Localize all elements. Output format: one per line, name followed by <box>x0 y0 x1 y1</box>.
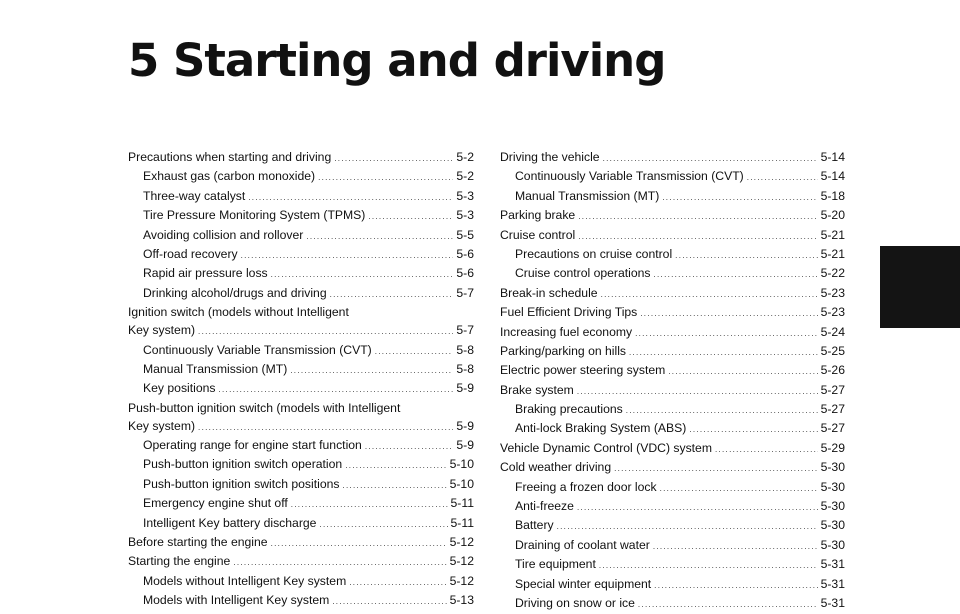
toc-entry-title: Drinking alcohol/drugs and driving <box>143 285 327 300</box>
toc-page-number: 5-21 <box>820 246 845 261</box>
toc-entry-title: Manual Transmission (MT) <box>143 361 288 376</box>
toc-dot-leader <box>635 324 817 343</box>
toc-page-number: 5-3 <box>456 188 474 203</box>
toc-dot-leader <box>557 517 818 536</box>
toc-page-number: 5-30 <box>820 537 845 552</box>
toc-page-number: 5-31 <box>820 576 845 591</box>
toc-entry-title: Models without Intelligent Key system <box>143 573 347 588</box>
toc-dot-leader <box>747 168 818 187</box>
toc-dot-leader <box>290 361 453 380</box>
toc-entry-title: Driving the vehicle <box>500 150 600 164</box>
toc-page-number: 5-27 <box>820 421 845 436</box>
toc-entry-title: Exhaust gas (carbon monoxide) <box>143 169 316 184</box>
toc-page-number: 5-10 <box>449 457 474 472</box>
toc-dot-leader <box>332 592 446 611</box>
toc-entry-title: Push-button ignition switch operation <box>143 457 343 472</box>
toc-entry-title: Operating range for engine start function <box>143 438 362 453</box>
toc-entry-title: Push-button ignition switch positions <box>143 476 340 491</box>
toc-subentry[interactable] <box>128 572 474 591</box>
toc-page-number: 5-26 <box>820 363 845 378</box>
toc-subentry[interactable] <box>500 594 845 613</box>
toc-entry-title-continued: Key system) <box>128 323 196 338</box>
toc-entry-title: Parking brake <box>500 208 576 223</box>
toc-dot-leader <box>662 188 817 207</box>
toc-subentry[interactable] <box>500 167 845 186</box>
toc-dot-leader <box>715 440 818 459</box>
toc-subentry[interactable] <box>128 360 474 379</box>
toc-dot-leader <box>342 476 446 495</box>
toc-entry-title: Battery <box>515 518 554 533</box>
toc-subentry[interactable] <box>128 245 474 264</box>
toc-entry[interactable] <box>500 206 845 225</box>
toc-entry[interactable] <box>500 303 845 322</box>
toc-dot-leader <box>653 537 818 556</box>
toc-entry-title: Increasing fuel economy <box>500 324 633 339</box>
toc-column-left <box>128 148 474 611</box>
toc-subentry[interactable] <box>128 187 474 206</box>
toc-dot-leader <box>689 420 817 439</box>
toc-entry[interactable] <box>128 533 474 552</box>
toc-page-number: 5-10 <box>449 476 474 491</box>
toc-subentry[interactable] <box>128 206 474 225</box>
toc-dot-leader <box>368 207 453 226</box>
toc-dot-leader <box>271 534 447 553</box>
toc-entry[interactable] <box>500 381 845 400</box>
toc-page-number: 5-14 <box>820 169 845 184</box>
toc-entry-title: Ignition switch (models without Intelligent <box>128 305 349 320</box>
toc-subentry[interactable] <box>128 514 474 533</box>
toc-page-number: 5-8 <box>456 361 474 376</box>
toc-page-number: 5-3 <box>456 208 474 223</box>
toc-subentry[interactable] <box>128 436 474 455</box>
toc-dot-leader <box>306 227 453 246</box>
toc-subentry[interactable] <box>500 187 845 206</box>
toc-dot-leader <box>614 459 817 478</box>
toc-entry-title: Braking precautions <box>515 402 623 417</box>
toc-entry-title: Precautions when starting and driving <box>128 150 332 164</box>
toc-entry-title: Key positions <box>143 381 216 396</box>
toc-entry-title: Models with Intelligent Key system <box>143 593 330 608</box>
toc-subentry[interactable] <box>128 226 474 245</box>
toc-dot-leader <box>578 227 817 246</box>
toc-dot-leader <box>198 322 453 341</box>
toc-entry[interactable] <box>500 361 845 380</box>
toc-subentry[interactable] <box>500 536 845 555</box>
toc-page-number: 5-25 <box>820 343 845 358</box>
toc-subentry[interactable] <box>128 494 474 513</box>
toc-dot-leader <box>219 380 454 399</box>
toc-dot-leader <box>375 342 454 361</box>
toc-subentry[interactable] <box>128 379 474 398</box>
toc-subentry[interactable] <box>500 575 845 594</box>
toc-subentry[interactable] <box>128 264 474 283</box>
toc-page-number: 5-13 <box>449 593 474 608</box>
toc-dot-leader <box>578 207 817 226</box>
toc-dot-leader <box>601 285 818 304</box>
toc-page-number: 5-27 <box>820 402 845 417</box>
toc-subentry[interactable] <box>128 475 474 494</box>
toc-dot-leader <box>654 265 818 284</box>
toc-dot-leader <box>318 168 453 187</box>
toc-dot-leader <box>291 495 448 514</box>
toc-entry-title: Driving on snow or ice <box>515 595 635 610</box>
toc-entry[interactable] <box>500 458 845 477</box>
toc-entry-title: Parking/parking on hills <box>500 343 627 358</box>
toc-page-number: 5-21 <box>820 227 845 242</box>
toc-entry-title: Cold weather driving <box>500 460 612 475</box>
toc-subentry[interactable] <box>500 400 845 419</box>
toc-entry-title: Off-road recovery <box>143 246 238 261</box>
toc-subentry[interactable] <box>128 455 474 474</box>
toc-entry-continuation[interactable] <box>128 417 474 436</box>
toc-page-number: 5-12 <box>449 535 474 550</box>
toc-page-number: 5-9 <box>456 438 474 453</box>
toc-page-number: 5-11 <box>450 496 474 511</box>
toc-dot-leader <box>577 382 818 401</box>
toc-page-number: 5-7 <box>456 285 474 300</box>
toc-entry-title: Break-in schedule <box>500 285 598 300</box>
toc-page-number: 5-23 <box>820 285 845 300</box>
chapter-title: 5 Starting and driving <box>128 34 666 87</box>
toc-page-number: 5-9 <box>456 381 474 396</box>
toc-page-number: 5-7 <box>456 323 474 338</box>
toc-entry-title: Electric power steering system <box>500 363 666 378</box>
toc-entry[interactable] <box>500 284 845 303</box>
toc-page-number: 5-30 <box>820 518 845 533</box>
toc-entry-title: Rapid air pressure loss <box>143 266 268 281</box>
toc-page-number: 5-29 <box>820 440 845 455</box>
toc-dot-leader <box>349 573 446 592</box>
toc-entry[interactable] <box>500 323 845 342</box>
toc-page-number: 5-12 <box>449 573 474 588</box>
toc-entry-title: Push-button ignition switch (models with Intelligent <box>128 400 401 415</box>
toc-page-number: 5-6 <box>456 266 474 281</box>
toc-entry[interactable] <box>500 226 845 245</box>
toc-dot-leader <box>654 576 817 595</box>
toc-entry-title-continued: Key system) <box>128 418 196 433</box>
toc-entry-title: Vehicle Dynamic Control (VDC) system <box>500 440 712 455</box>
toc-entry[interactable] <box>500 342 845 361</box>
toc-column-right <box>500 148 845 613</box>
toc-entry-title: Anti-lock Braking System (ABS) <box>515 421 687 436</box>
toc-entry-title: Tire equipment <box>515 557 596 572</box>
toc-page-number: 5-8 <box>456 342 474 357</box>
toc-page-number: 5-18 <box>820 188 845 203</box>
toc-entry[interactable] <box>500 439 845 458</box>
toc-page-number: 5-20 <box>820 208 845 223</box>
toc-entry-title: Anti-freeze <box>515 499 574 514</box>
toc-subentry[interactable] <box>128 167 474 186</box>
toc-page-number: 5-5 <box>456 227 474 242</box>
toc-page-number: 5-31 <box>820 557 845 572</box>
toc-entry[interactable] <box>128 552 474 571</box>
toc-dot-leader <box>599 556 818 575</box>
toc-page-number: 5-12 <box>449 554 474 569</box>
toc-dot-leader <box>241 246 454 265</box>
toc-entry-title: Starting the engine <box>128 554 231 569</box>
toc-subentry[interactable] <box>500 497 845 516</box>
toc-entry-title: Manual Transmission (MT) <box>515 188 660 203</box>
toc-entry-title: Continuously Variable Transmission (CVT) <box>143 342 372 357</box>
toc-dot-leader <box>626 401 818 420</box>
toc-page-number: 5-30 <box>820 499 845 514</box>
toc-entry-title: Intelligent Key battery discharge <box>143 515 317 530</box>
toc-subentry[interactable] <box>128 284 474 303</box>
toc-subentry[interactable] <box>500 555 845 574</box>
toc-page-number: 5-30 <box>820 460 845 475</box>
toc-dot-leader <box>603 149 818 168</box>
toc-page-number: 5-27 <box>820 382 845 397</box>
toc-subentry[interactable] <box>128 591 474 610</box>
toc-page-number: 5-23 <box>820 305 845 320</box>
toc-dot-leader <box>660 479 818 498</box>
toc-entry-title: Draining of coolant water <box>515 537 650 552</box>
toc-page-number: 5-9 <box>456 418 474 433</box>
toc-entry[interactable] <box>500 148 845 167</box>
toc-dot-leader <box>675 246 817 265</box>
toc-dot-leader <box>577 498 818 517</box>
toc-page-number: 5-31 <box>820 595 845 610</box>
toc-entry-continuation[interactable] <box>128 321 474 340</box>
toc-entry-title: Continuously Variable Transmission (CVT) <box>515 169 744 184</box>
toc-dot-leader <box>198 418 453 437</box>
toc-page-number: 5-30 <box>820 479 845 494</box>
toc-entry-title: Avoiding collision and rollover <box>143 227 304 242</box>
toc-dot-leader <box>629 343 818 362</box>
toc-page-number: 5-24 <box>820 324 845 339</box>
toc-subentry[interactable] <box>500 419 845 438</box>
toc-dot-leader <box>365 437 454 456</box>
toc-subentry[interactable] <box>500 245 845 264</box>
toc-entry-title: Precautions on cruise control <box>515 246 673 261</box>
toc-entry-title: Cruise control <box>500 227 576 242</box>
toc-entry-title: Brake system <box>500 382 574 397</box>
toc-page-number: 5-22 <box>820 266 845 281</box>
toc-dot-leader <box>640 304 817 323</box>
toc-dot-leader <box>233 553 446 572</box>
toc-entry-title: Freeing a frozen door lock <box>515 479 657 494</box>
toc-entry[interactable] <box>128 148 474 167</box>
toc-subentry[interactable] <box>500 264 845 283</box>
toc-dot-leader <box>334 149 453 168</box>
chapter-tab-marker <box>880 246 960 328</box>
toc-dot-leader <box>248 188 453 207</box>
toc-dot-leader <box>668 362 817 381</box>
toc-subentry[interactable] <box>128 341 474 360</box>
toc-entry-title: Cruise control operations <box>515 266 651 281</box>
toc-entry-title: Fuel Efficient Driving Tips <box>500 305 638 320</box>
toc-dot-leader <box>330 285 454 304</box>
toc-entry-title: Tire Pressure Monitoring System (TPMS) <box>143 208 366 223</box>
toc-entry-title: Three-way catalyst <box>143 188 246 203</box>
toc-page-number: 5-14 <box>820 150 845 164</box>
toc-page-number: 5-2 <box>456 150 474 164</box>
toc-subentry[interactable] <box>500 478 845 497</box>
toc-entry[interactable] <box>128 303 474 321</box>
toc-dot-leader <box>345 456 446 475</box>
toc-dot-leader <box>638 595 818 614</box>
toc-dot-leader <box>319 515 447 534</box>
toc-entry-title: Emergency engine shut off <box>143 496 288 511</box>
toc-entry-title: Before starting the engine <box>128 535 268 550</box>
toc-subentry[interactable] <box>500 516 845 535</box>
toc-dot-leader <box>271 265 454 284</box>
toc-entry-title: Special winter equipment <box>515 576 652 591</box>
toc-page-number: 5-2 <box>456 169 474 184</box>
toc-page-number: 5-6 <box>456 246 474 261</box>
toc-page-number: 5-11 <box>450 515 474 530</box>
toc-entry[interactable] <box>128 399 474 417</box>
